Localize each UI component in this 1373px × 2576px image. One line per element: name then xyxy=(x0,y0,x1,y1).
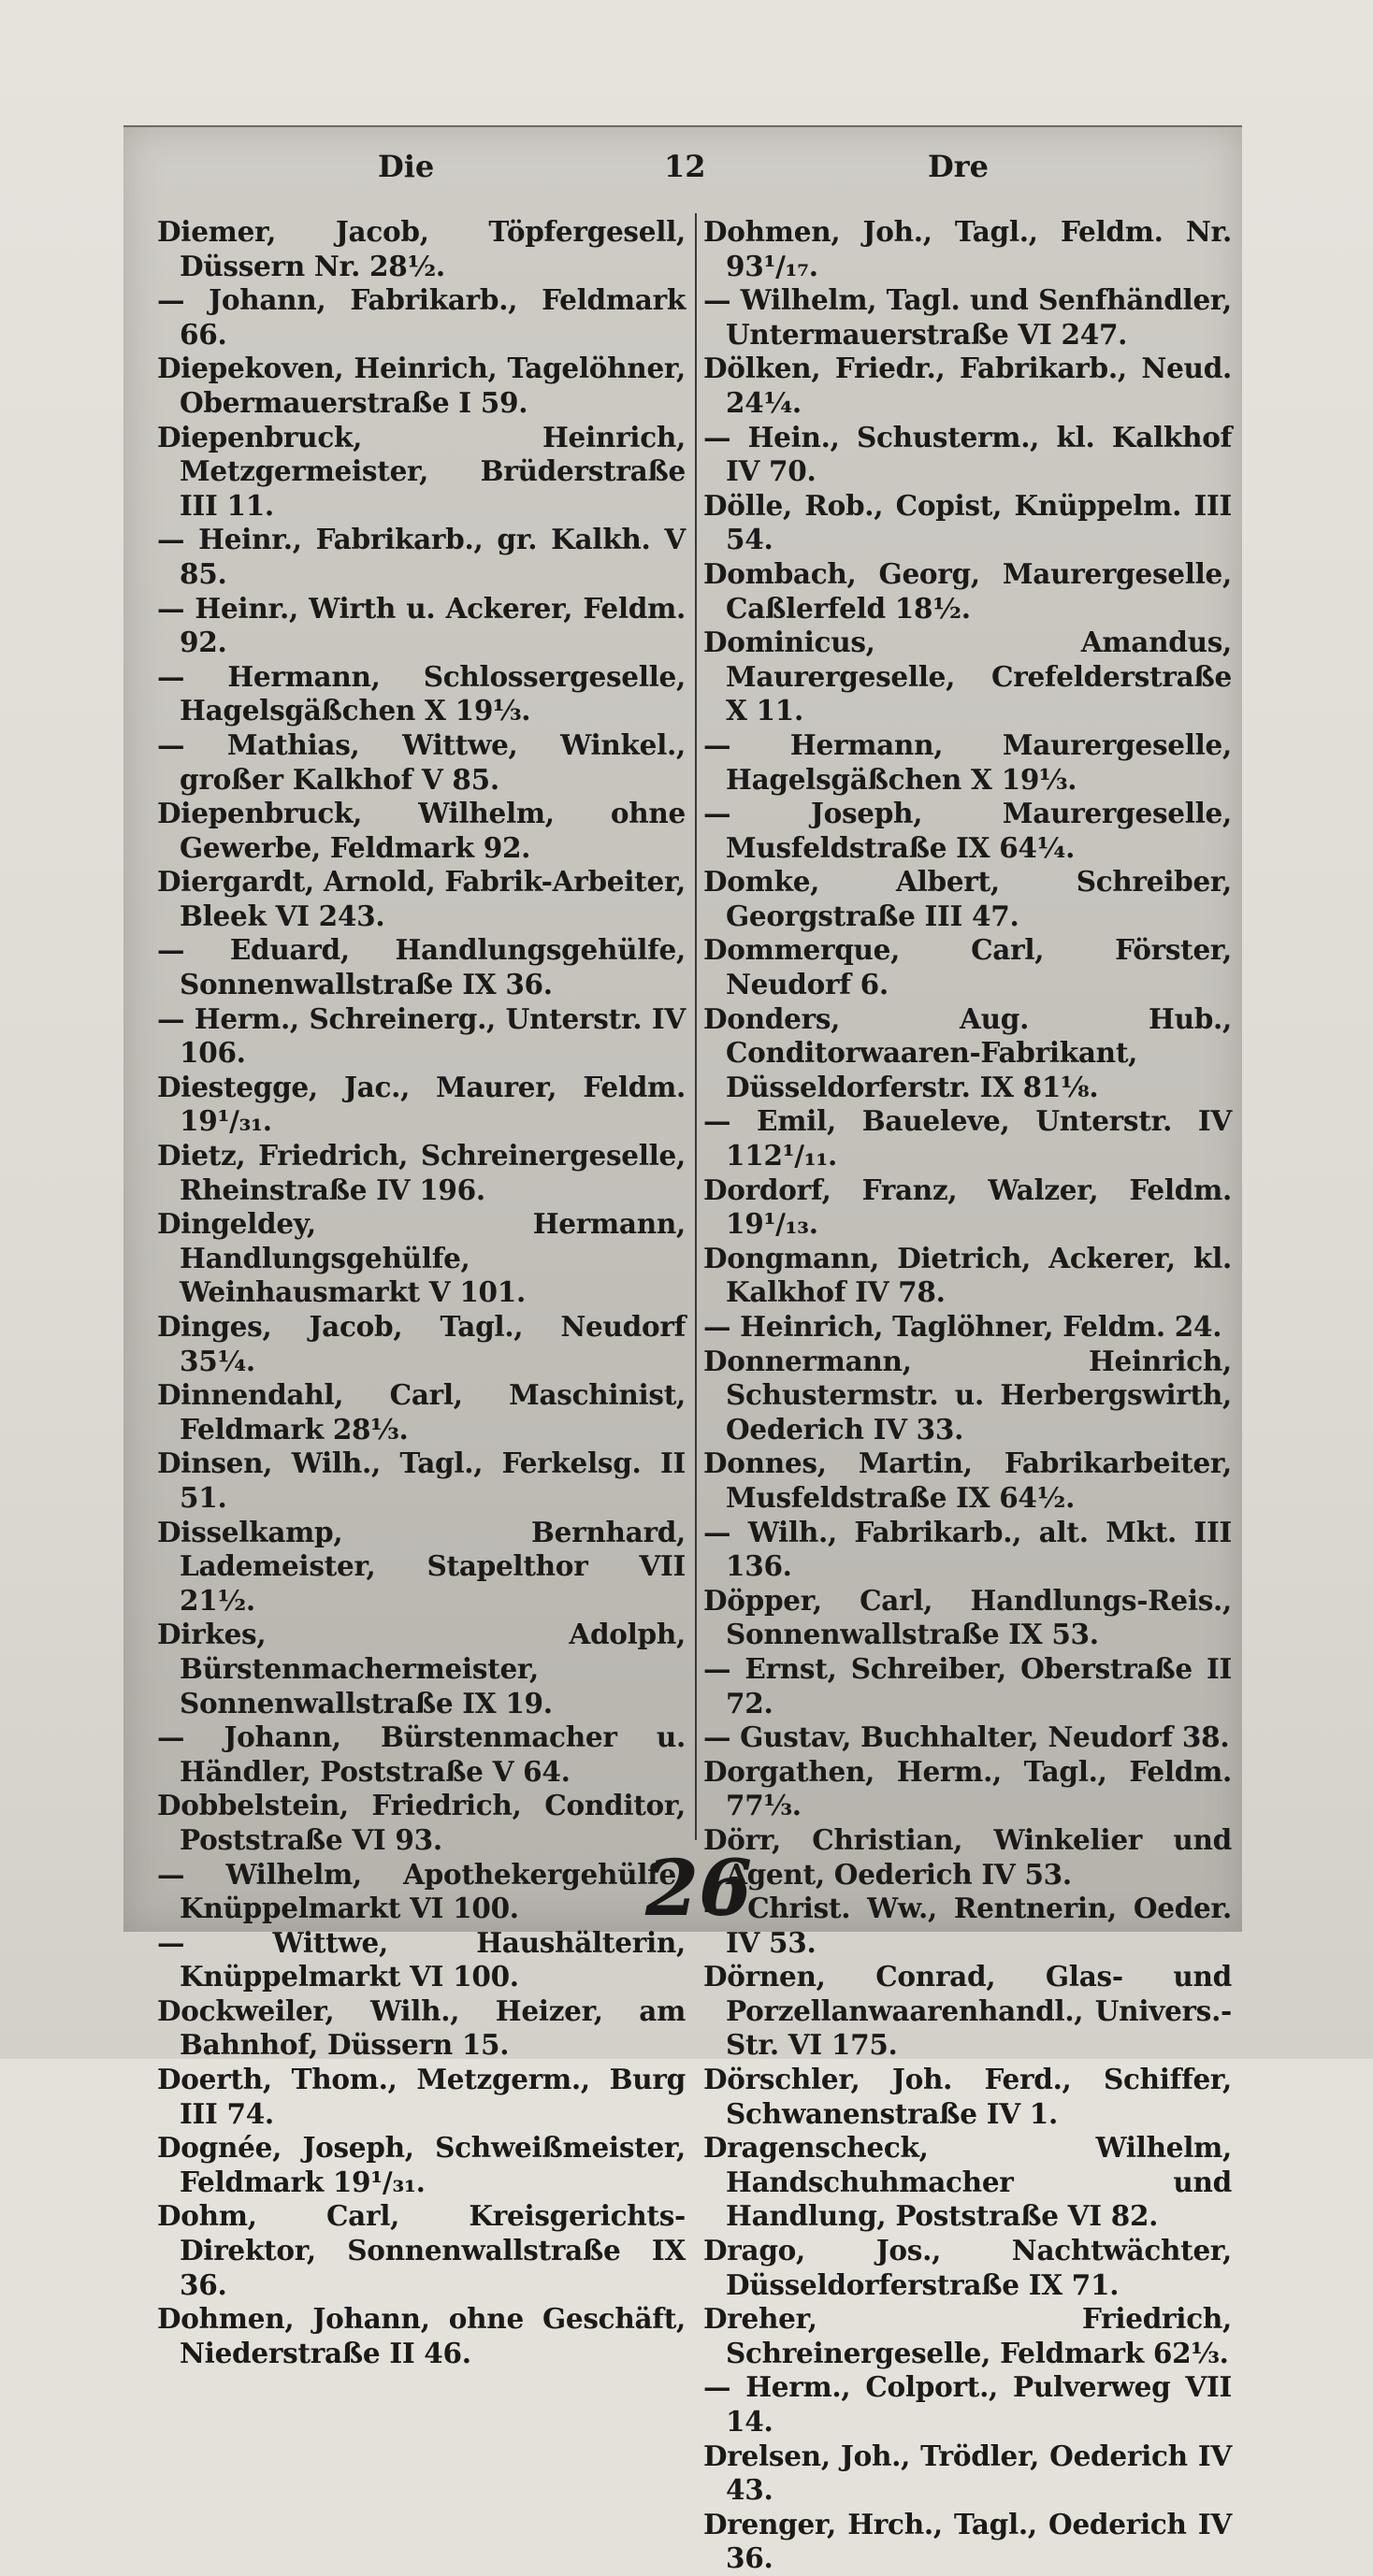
directory-entry: Dörnen, Conrad, Glas- und Porzellanwaarenhandl., Univers.-Str. VI 175. xyxy=(703,1960,1232,2062)
directory-entry: Drelsen, Joh., Trödler, Oederich IV 43. xyxy=(703,2439,1232,2507)
directory-entry: — Wilh., Fabrikarb., alt. Mkt. III 136. xyxy=(703,1515,1232,1583)
directory-entry: Dörr, Christian, Winkelier und Agent, Oederich IV 53. xyxy=(703,1822,1232,1891)
handwritten-page-number: 26 xyxy=(645,1844,753,1934)
directory-entry: Diergardt, Arnold, Fabrik-Arbeiter, Bleek VI 243. xyxy=(157,865,686,932)
header-left-word: Die xyxy=(378,149,435,184)
directory-entry: Dominicus, Amandus, Maurergeselle, Crefelderstraße X 11. xyxy=(703,626,1232,727)
directory-entry: — Wilhelm, Apothekergehülfe, Knüppelmarkt VI 100. xyxy=(157,1857,686,1925)
directory-entry: Dognée, Joseph, Schweißmeister, Feldmark 19¹/₃₁. xyxy=(157,2131,686,2198)
directory-entry: Dobbelstein, Friedrich, Conditor, Poststraße VI 93. xyxy=(157,1789,686,1856)
column-divider xyxy=(695,213,697,1840)
directory-entry: Dietz, Friedrich, Schreinergeselle, Rheinstraße IV 196. xyxy=(157,1139,686,1206)
top-rule xyxy=(123,125,1242,127)
directory-entry: Dirkes, Adolph, Bürstenmachermeister, Sonnenwallstraße IX 19. xyxy=(157,1618,686,1720)
directory-entry: Dragenscheck, Wilhelm, Handschuhmacher und Handlung, Poststraße VI 82. xyxy=(703,2131,1232,2233)
directory-entry: — Herm., Colport., Pulverweg VII 14. xyxy=(703,2370,1232,2438)
directory-entry: Diepenbruck, Wilhelm, ohne Gewerbe, Feldmark 92. xyxy=(157,797,686,864)
directory-entry: — Hermann, Maurergeselle, Hagelsgäßchen X 19⅓. xyxy=(703,727,1232,796)
directory-entry: — Herm., Schreinerg., Unterstr. IV 106. xyxy=(157,1001,686,1070)
directory-entry: — Heinr., Fabrikarb., gr. Kalkh. V 85. xyxy=(157,523,686,590)
directory-entry: — Hein., Schusterm., kl. Kalkhof IV 70. xyxy=(703,420,1232,488)
directory-entry: — Joseph, Maurergeselle, Musfeldstraße IX 64¼. xyxy=(703,797,1232,864)
directory-entry: Dohmen, Joh., Tagl., Feldm. Nr. 93¹/₁₇. xyxy=(703,215,1232,282)
right-column xyxy=(703,215,1232,2576)
directory-entry: — Johann, Bürstenmacher u. Händler, Poststraße V 64. xyxy=(157,1720,686,1788)
directory-entry: Drenger, Hrch., Tagl., Oederich IV 36. xyxy=(703,2507,1232,2575)
directory-entry: Dommerque, Carl, Förster, Neudorf 6. xyxy=(703,933,1232,1001)
directory-entry: Dorgathen, Herm., Tagl., Feldm. 77⅓. xyxy=(703,1754,1232,1822)
directory-entry: — Johann, Fabrikarb., Feldmark 66. xyxy=(157,283,686,351)
left-column xyxy=(157,215,686,2370)
directory-entry: Dreher, Friedrich, Schreinergeselle, Feldmark 62⅓. xyxy=(703,2302,1232,2369)
directory-entry: Donnermann, Heinrich, Schustermstr. u. Herbergswirth, Oederich IV 33. xyxy=(703,1344,1232,1446)
header-right-word: Dre xyxy=(928,149,989,184)
directory-entry: Döpper, Carl, Handlungs-Reis., Sonnenwallstraße IX 53. xyxy=(703,1583,1232,1651)
directory-entry: — Hermann, Schlossergeselle, Hagelsgäßchen X 19⅓. xyxy=(157,659,686,727)
directory-entry: Doerth, Thom., Metzgerm., Burg III 74. xyxy=(157,2063,686,2130)
directory-entry: — Mathias, Wittwe, Winkel., großer Kalkhof V 85. xyxy=(157,727,686,796)
running-header xyxy=(123,146,1242,202)
directory-entry: Dinges, Jacob, Tagl., Neudorf 35¼. xyxy=(157,1310,686,1377)
directory-entry: Diemer, Jacob, Töpfergesell, Düssern Nr. 28½. xyxy=(157,215,686,282)
directory-entry: Dombach, Georg, Maurergeselle, Caßlerfeld 18½. xyxy=(703,556,1232,625)
directory-entry: Donnes, Martin, Fabrikarbeiter, Musfeldstraße IX 64½. xyxy=(703,1446,1232,1514)
directory-entry: — Gustav, Buchhalter, Neudorf 38. xyxy=(703,1720,1230,1754)
directory-entry: Dongmann, Dietrich, Ackerer, kl. Kalkhof IV 78. xyxy=(703,1241,1232,1309)
directory-entry: Dockweiler, Wilh., Heizer, am Bahnhof, Düssern 15. xyxy=(157,1993,686,2062)
directory-entry: — Heinr., Wirth u. Ackerer, Feldm. 92. xyxy=(157,591,686,659)
directory-entry: Dingeldey, Hermann, Handlungsgehülfe, Weinhausmarkt V 101. xyxy=(157,1207,686,1309)
directory-entry: — Eduard, Handlungsgehülfe, Sonnenwallstraße IX 36. xyxy=(157,933,686,1001)
directory-entry: Dölle, Rob., Copist, Knüppelm. III 54. xyxy=(703,488,1232,556)
header-page-number: 12 xyxy=(664,149,706,184)
directory-entry: Domke, Albert, Schreiber, Georgstraße III 47. xyxy=(703,865,1232,932)
directory-entry: — Heinrich, Taglöhner, Feldm. 24. xyxy=(703,1310,1222,1343)
directory-entry: — Wilhelm, Tagl. und Senfhändler, Untermauerstraße VI 247. xyxy=(703,283,1232,351)
directory-entry: — Wittwe, Haushälterin, Knüppelmarkt VI 100. xyxy=(157,1925,686,1993)
directory-entry: Disselkamp, Bernhard, Lademeister, Stapelthor VII 21½. xyxy=(157,1515,686,1617)
directory-entry: Dohmen, Johann, ohne Geschäft, Niederstraße II 46. xyxy=(157,2302,686,2369)
directory-entry: Dölken, Friedr., Fabrikarb., Neud. 24¼. xyxy=(703,352,1232,419)
directory-entry: Dörschler, Joh. Ferd., Schiffer, Schwanenstraße IV 1. xyxy=(703,2063,1232,2130)
directory-entry: — Ernst, Schreiber, Oberstraße II 72. xyxy=(703,1651,1232,1720)
directory-entry: Dordorf, Franz, Walzer, Feldm. 19¹/₁₃. xyxy=(703,1173,1232,1241)
directory-entry: Dinsen, Wilh., Tagl., Ferkelsg. II 51. xyxy=(157,1446,686,1514)
directory-entry: Diestegge, Jac., Maurer, Feldm. 19¹/₃₁. xyxy=(157,1070,686,1138)
directory-entry: Donders, Aug. Hub., Conditorwaaren-Fabrikant, Düsseldorferstr. IX 81⅛. xyxy=(703,1001,1232,1103)
directory-entry: — Emil, Baueleve, Unterstr. IV 112¹/₁₁. xyxy=(703,1104,1232,1173)
directory-entry: Diepekoven, Heinrich, Tagelöhner, Obermauerstraße I 59. xyxy=(157,352,686,419)
directory-entry: Diepenbruck, Heinrich, Metzgermeister, Brüderstraße III 11. xyxy=(157,420,686,522)
directory-entry: — Christ. Ww., Rentnerin, Oeder. IV 53. xyxy=(703,1892,1232,1959)
directory-entry: Drago, Jos., Nachtwächter, Düsseldorferstraße IX 71. xyxy=(703,2234,1232,2301)
directory-entry: Dinnendahl, Carl, Maschinist, Feldmark 28⅓. xyxy=(157,1378,686,1446)
directory-entry: Dohm, Carl, Kreisgerichts-Direktor, Sonnenwallstraße IX 36. xyxy=(157,2199,686,2301)
